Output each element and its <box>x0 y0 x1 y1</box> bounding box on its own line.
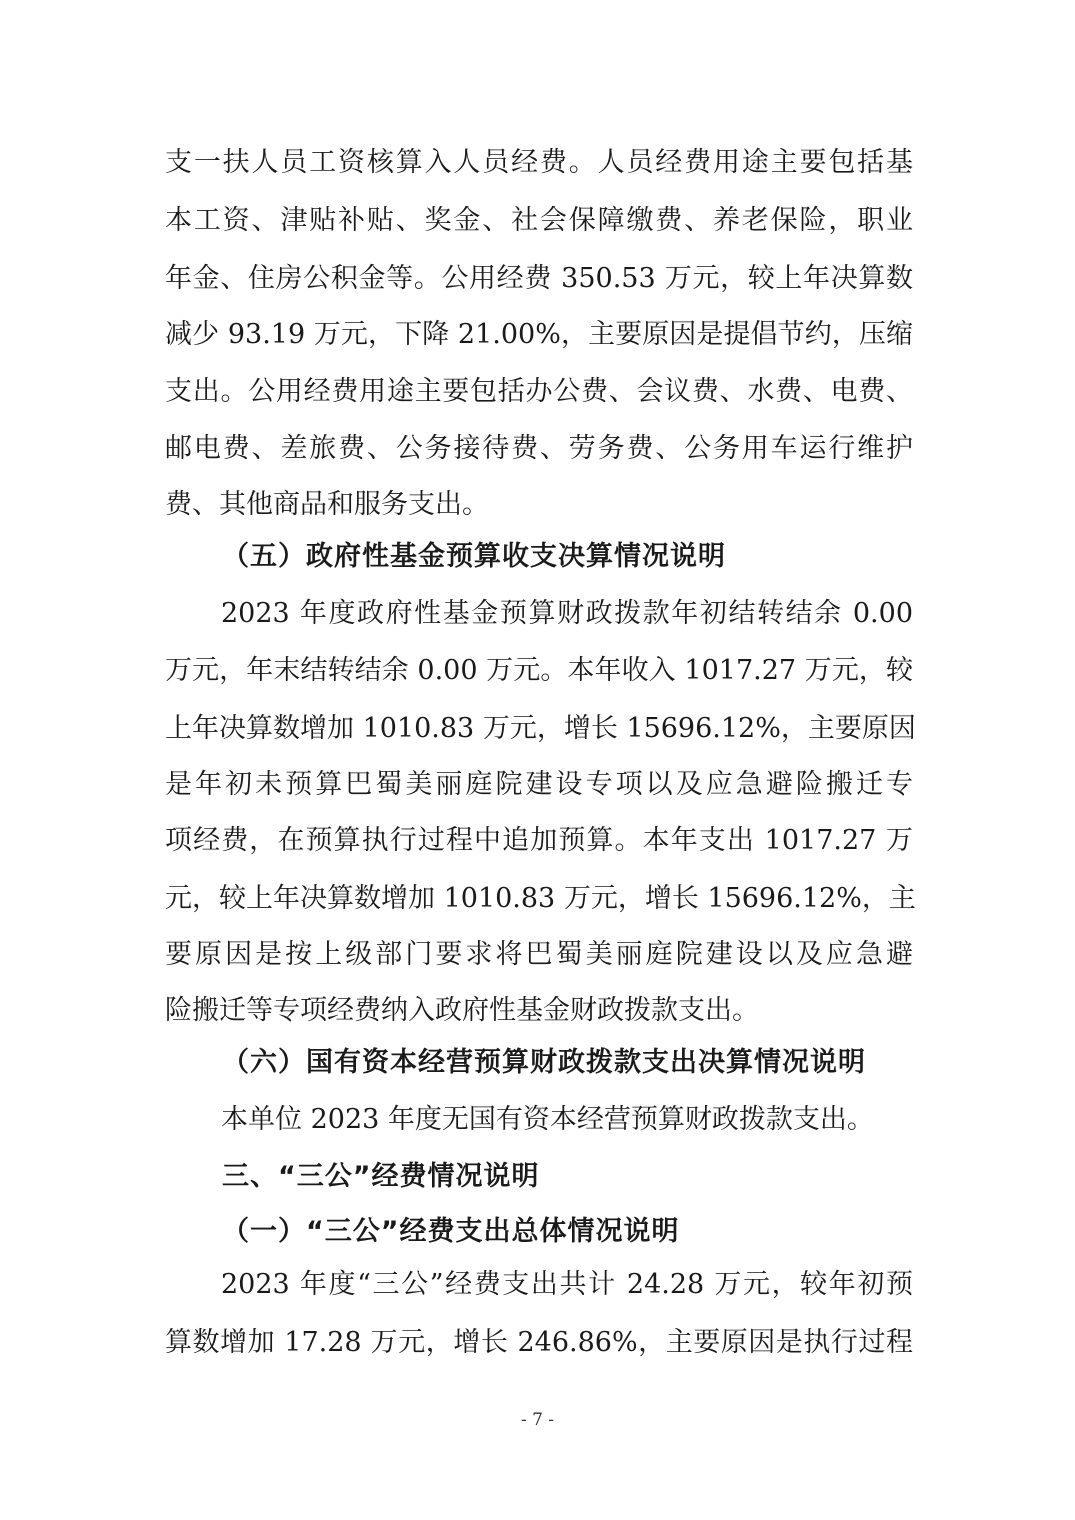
paragraph-line: 邮电费、差旅费、公务接待费、劳务费、公务用车运行维护 <box>165 433 913 464</box>
paragraph-line: 万元，年末结转结余 0.00 万元。本年收入 1017.27 万元，较 <box>165 655 913 686</box>
paragraph-line: 元，较上年决算数增加 1010.83 万元，增长 15696.12%，主 <box>165 883 916 914</box>
page-number: - 7 - <box>520 1410 555 1430</box>
part-heading: 三、“三公”经费情况说明 <box>222 1161 540 1192</box>
section-heading: （六）国有资本经营预算财政拨款支出决算情况说明 <box>222 1047 866 1078</box>
paragraph-line: 本工资、津贴补贴、奖金、社会保障缴费、养老保险，职业 <box>165 205 913 236</box>
paragraph-line: 本单位 2023 年度无国有资本经营预算财政拨款支出。 <box>221 1104 874 1135</box>
paragraph-line: 支出。公用经费用途主要包括办公费、会议费、水费、电费、 <box>165 376 913 407</box>
paragraph-line: 支一扶人员工资核算入人员经费。人员经费用途主要包括基 <box>165 147 913 178</box>
paragraph-line: 上年决算数增加 1010.83 万元，增长 15696.12%，主要原因 <box>165 713 916 744</box>
section-heading: （五）政府性基金预算收支决算情况说明 <box>222 541 726 572</box>
paragraph-line: 费、其他商品和服务支出。 <box>165 489 489 520</box>
paragraph-line: 是年初未预算巴蜀美丽庭院建设专项以及应急避险搬迁专 <box>165 769 913 800</box>
paragraph-line: 年金、住房公积金等。公用经费 350.53 万元，较上年决算数 <box>165 263 913 294</box>
paragraph-line: 险搬迁等专项经费纳入政府性基金财政拨款支出。 <box>165 995 759 1026</box>
paragraph-line: 2023 年度“三公”经费支出共计 24.28 万元，较年初预 <box>221 1269 913 1300</box>
section-heading: （一）“三公”经费支出总体情况说明 <box>222 1216 680 1247</box>
paragraph-line: 算数增加 17.28 万元，增长 246.86%，主要原因是执行过程 <box>165 1327 913 1358</box>
paragraph-line: 2023 年度政府性基金预算财政拨款年初结转结余 0.00 <box>221 598 913 629</box>
paragraph-line: 要原因是按上级部门要求将巴蜀美丽庭院建设以及应急避 <box>165 939 913 970</box>
paragraph-line: 减少 93.19 万元，下降 21.00%，主要原因是提倡节约，压缩 <box>165 319 913 350</box>
paragraph-line: 项经费，在预算执行过程中追加预算。本年支出 1017.27 万 <box>165 825 913 856</box>
